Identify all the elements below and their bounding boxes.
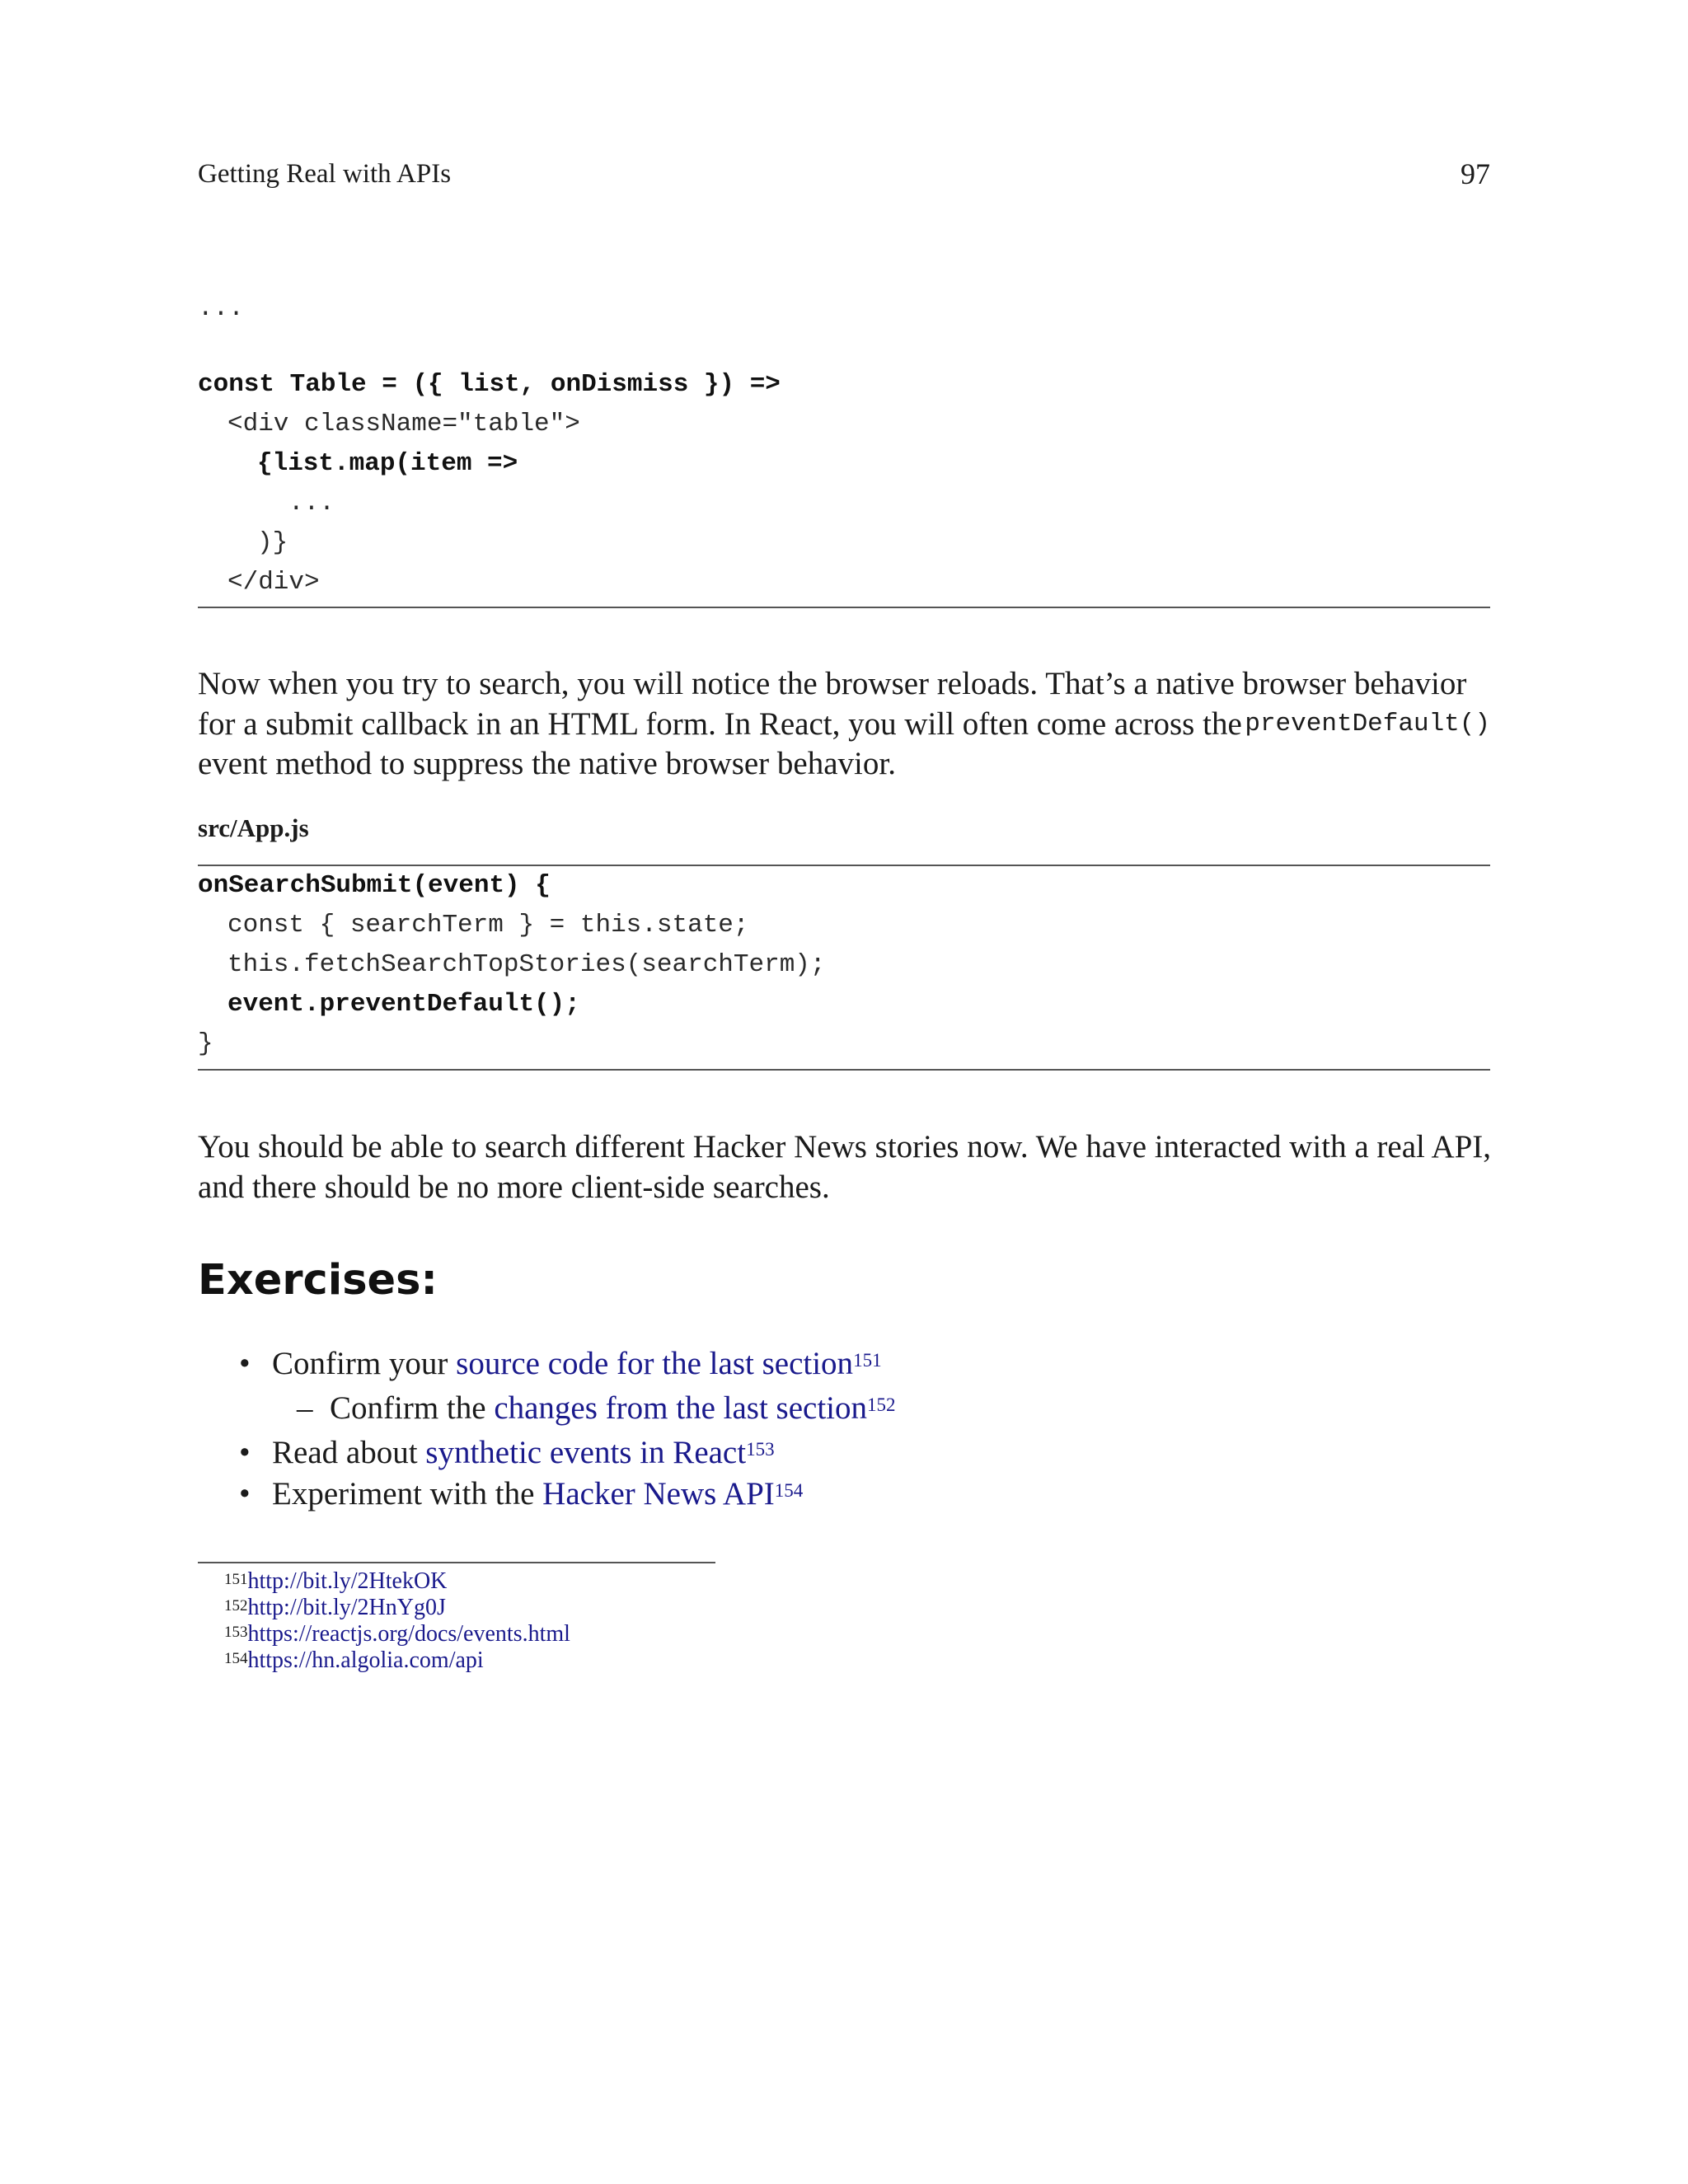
code-line: </div> — [227, 568, 320, 597]
footnote — [224, 1595, 446, 1621]
footnote-ref[interactable]: 154 — [774, 1480, 804, 1501]
list-item — [239, 1432, 775, 1474]
paragraph-line: event method to suppress the native browser behavior. — [198, 746, 896, 781]
footnote-number: 153 — [224, 1624, 248, 1641]
paragraph-browser-reload — [198, 664, 1490, 785]
list-item-text: Read about — [272, 1435, 426, 1470]
list-item-text: Experiment with the — [272, 1476, 543, 1511]
code-block-bottom-rule — [198, 1069, 1490, 1071]
list-item — [239, 1474, 803, 1515]
code-line: onSearchSubmit(event) { — [198, 871, 551, 900]
footnote-ref[interactable]: 153 — [746, 1439, 775, 1460]
footnote-link[interactable]: http://bit.ly/2HtekOK — [247, 1568, 448, 1594]
code-block-top-rule — [198, 865, 1490, 866]
footnote-ref[interactable]: 152 — [867, 1394, 896, 1415]
footnote-link[interactable]: https://reactjs.org/docs/events.html — [247, 1621, 570, 1647]
code-line: ... — [288, 489, 335, 518]
footnote — [224, 1621, 570, 1647]
paragraph-text: for a submit callback in an HTML form. In React, you will often come across the — [198, 705, 1242, 742]
footnote-link[interactable]: https://hn.algolia.com/api — [247, 1647, 484, 1673]
code-line: event.preventDefault(); — [227, 990, 580, 1019]
code-line: ... — [198, 294, 244, 323]
paragraph-line: and there should be no more client-side searches. — [198, 1169, 830, 1205]
dash-icon: – — [297, 1390, 313, 1426]
paragraph-text: You should be able to search different Hacker News stories now. We have interacted with a real API, — [198, 1129, 1492, 1165]
bullet-icon: • — [239, 1435, 251, 1470]
paragraph-line — [198, 705, 1490, 745]
paragraph-line — [198, 664, 1490, 705]
code-line: const { searchTerm } = this.state; — [227, 911, 749, 940]
code-line: {list.map(item => — [257, 449, 518, 478]
footnote-divider — [198, 1562, 715, 1563]
paragraph-text: Now when you try to search, you will notice the browser reloads. That’s a native browser behavior — [198, 666, 1467, 701]
code-line: this.fetchSearchTopStories(searchTerm); — [227, 950, 826, 979]
paragraph-search-stories — [198, 1127, 1490, 1207]
bullet-icon: • — [239, 1346, 251, 1381]
code-line: } — [198, 1029, 213, 1058]
footnote-link[interactable]: http://bit.ly/2HnYg0J — [247, 1595, 446, 1620]
code-line: const Table = ({ list, onDismiss }) => — [198, 370, 781, 399]
list-item — [239, 1343, 882, 1385]
code-line: )} — [257, 528, 288, 557]
footnote-ref[interactable]: 151 — [853, 1350, 882, 1371]
footnote-number: 152 — [224, 1597, 248, 1615]
changes-link[interactable]: changes from the last section — [494, 1390, 868, 1426]
code-block-bottom-rule — [198, 607, 1490, 608]
footnote-number: 151 — [224, 1571, 248, 1588]
list-item — [297, 1388, 896, 1429]
page-number: 97 — [1461, 157, 1490, 190]
code-line: <div className="table"> — [227, 410, 580, 438]
exercises-heading: Exercises: — [198, 1256, 438, 1305]
footnote — [224, 1647, 484, 1674]
footnote — [224, 1568, 447, 1595]
list-item-text: Confirm your — [272, 1346, 457, 1381]
paragraph-line — [198, 1127, 1490, 1168]
synthetic-events-link[interactable]: synthetic events in React — [425, 1435, 747, 1470]
inline-code: preventDefault() — [1245, 709, 1490, 738]
hacker-news-api-link[interactable]: Hacker News API — [542, 1476, 775, 1511]
source-code-link[interactable]: source code for the last section — [456, 1346, 854, 1381]
running-header — [198, 155, 1490, 193]
code-file-label: src/App.js — [198, 813, 309, 842]
list-item-text: Confirm the — [330, 1390, 495, 1426]
footnote-number: 154 — [224, 1650, 248, 1667]
chapter-title: Getting Real with APIs — [198, 159, 452, 189]
bullet-icon: • — [239, 1476, 251, 1511]
